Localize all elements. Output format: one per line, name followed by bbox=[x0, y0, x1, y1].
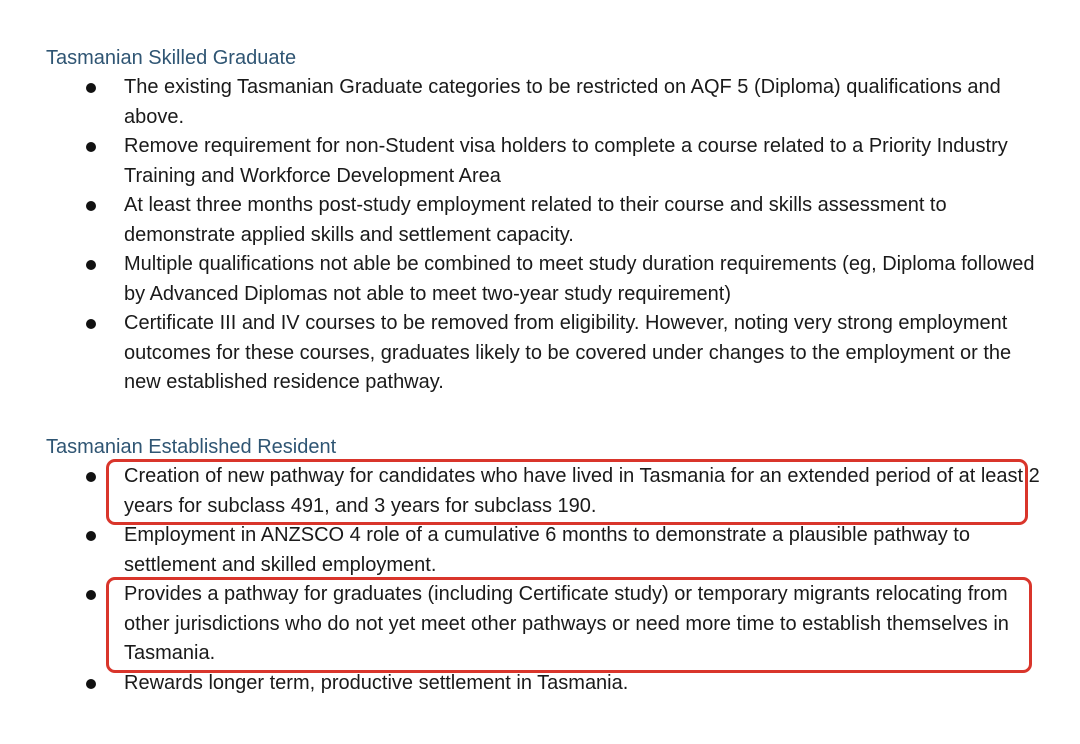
bullet-icon bbox=[86, 531, 96, 541]
list-item bbox=[0, 132, 1080, 191]
established-resident-bullet-list bbox=[0, 462, 1080, 698]
list-item bbox=[0, 521, 1080, 580]
bullet-icon bbox=[86, 472, 96, 482]
list-item bbox=[0, 462, 1080, 521]
bullet-icon bbox=[86, 83, 96, 93]
bullet-text: Creation of new pathway for candidates who have lived in Tasmania for an extended period of at least 2 years for subclass 491, and 3 years for subclass 190. bbox=[124, 465, 1040, 517]
bullet-text: Rewards longer term, productive settlement in Tasmania. bbox=[124, 671, 629, 694]
bullet-icon bbox=[86, 679, 96, 689]
list-item bbox=[0, 309, 1080, 398]
list-item bbox=[0, 250, 1080, 309]
bullet-text: At least three months post-study employment related to their course and skills assessment to demonstrate applied skills and settlement capacity. bbox=[124, 194, 947, 246]
bullet-icon bbox=[86, 260, 96, 270]
bullet-icon bbox=[86, 142, 96, 152]
list-item bbox=[0, 580, 1080, 669]
list-item bbox=[0, 73, 1080, 132]
bullet-text: Remove requirement for non-Student visa holders to complete a course related to a Priority Industry Training and Workforce Development Area bbox=[124, 135, 1008, 187]
list-item bbox=[0, 669, 1080, 699]
bullet-icon bbox=[86, 590, 96, 600]
section-heading-skilled-graduate: Tasmanian Skilled Graduate bbox=[46, 47, 297, 69]
bullet-icon bbox=[86, 201, 96, 211]
bullet-text: Provides a pathway for graduates (including Certificate study) or temporary migrants relocating from other jurisdictions who do not yet meet other pathways or need more time to establish themselves in Tasmania. bbox=[124, 583, 1009, 664]
skilled-graduate-bullet-list bbox=[0, 73, 1080, 398]
list-item bbox=[0, 191, 1080, 250]
bullet-text: The existing Tasmanian Graduate categories to be restricted on AQF 5 (Diploma) qualifications and above. bbox=[124, 76, 1001, 128]
bullet-text: Multiple qualifications not able be combined to meet study duration requirements (eg, Diploma followed by Advanced Diplomas not able to meet two-year study requirement) bbox=[124, 253, 1035, 305]
section-heading-established-resident: Tasmanian Established Resident bbox=[46, 436, 337, 458]
bullet-icon bbox=[86, 319, 96, 329]
bullet-text: Employment in ANZSCO 4 role of a cumulative 6 months to demonstrate a plausible pathway to settlement and skilled employment. bbox=[124, 524, 970, 576]
bullet-text: Certificate III and IV courses to be removed from eligibility. However, noting very strong employment outcomes for these courses, graduates likely to be covered under changes to the employment or the new established residence pathway. bbox=[124, 312, 1012, 393]
